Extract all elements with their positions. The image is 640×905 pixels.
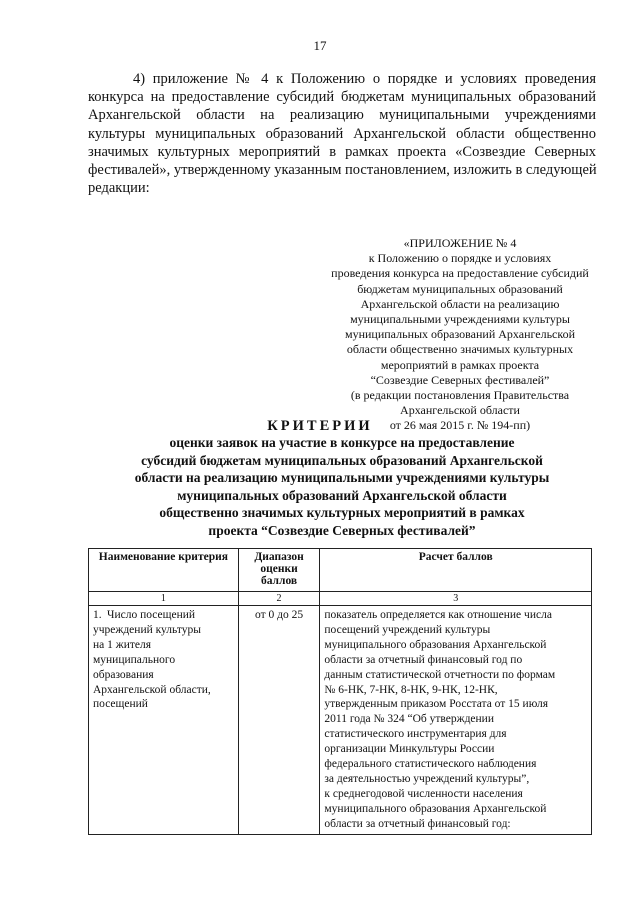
- appendix-line: от 26 мая 2015 г. № 194-пп): [389, 418, 531, 433]
- calculation-line: статистического инструментария для: [324, 728, 507, 741]
- criterion-text: Число посещений: [107, 609, 196, 621]
- criterion-line: образования: [93, 668, 154, 681]
- intro-paragraph: [88, 70, 596, 197]
- intro-line: культуры муниципальных образований Архангельской области общественно: [88, 125, 596, 142]
- column-numbers-row: [89, 592, 592, 606]
- calculation-line: области за отчетный финансовый год:: [324, 817, 511, 830]
- calculation-line: организации Минкультуры России: [324, 743, 495, 756]
- intro-line: значимых культурных мероприятий в рамках проекта «Созвездие Северных: [88, 143, 596, 160]
- calculation-line: муниципального образования Архангельской: [324, 638, 547, 651]
- header-score-calculation: Расчет баллов: [320, 549, 592, 592]
- calculation-line: посещений учреждений культуры: [324, 623, 491, 636]
- criteria-subtitle-line: проекта “Созвездие Северных фестивалей”: [208, 522, 476, 538]
- criteria-table: [88, 548, 592, 835]
- score-range-cell: от 0 до 25: [238, 606, 320, 835]
- appendix-line: проведения конкурса на предоставление субсидий: [331, 266, 589, 281]
- header-criterion-name: Наименование критерия: [89, 549, 239, 592]
- calculation-line: за деятельностью учреждений культуры”,: [324, 772, 530, 785]
- criteria-subtitle-line: муниципальных образований Архангельской области: [177, 487, 507, 503]
- column-number: 3: [320, 592, 592, 606]
- calculation-line: данным статистической отчетности по формам: [324, 668, 556, 681]
- table-header-row: [89, 549, 592, 592]
- intro-line: редакции:: [88, 180, 150, 197]
- calculation-line: области за отчетный финансовый год по: [324, 653, 523, 666]
- criteria-title: КРИТЕРИИ: [267, 418, 373, 434]
- calculation-cell: [320, 606, 592, 835]
- calculation-line: муниципального образования Архангельской: [324, 802, 547, 815]
- calculation-line: показатель определяется как отношение числа: [324, 609, 552, 621]
- criteria-subtitle-line: субсидий бюджетам муниципальных образований Архангельской: [141, 452, 543, 468]
- column-number: 1: [89, 592, 239, 606]
- page-number: 17: [313, 38, 327, 53]
- appendix-line: “Созвездие Северных фестивалей”: [370, 372, 550, 387]
- appendix-line: к Положению о порядке и условиях: [368, 251, 552, 266]
- intro-line: конкурса на предоставление субсидий бюджетам муниципальных образований: [88, 89, 596, 106]
- criterion-line: учреждений культуры: [93, 623, 201, 636]
- appendix-line: муниципальных образований Архангельской: [344, 327, 576, 342]
- calculation-line: № 6-НК, 7-НК, 8-НК, 9-НК, 12-НК,: [324, 683, 498, 696]
- criterion-line: на 1 жителя: [93, 638, 152, 651]
- criterion-line: Архангельской области,: [93, 683, 211, 696]
- column-number: 2: [238, 592, 320, 606]
- appendix-line: Архангельской области: [400, 403, 520, 418]
- criterion-number: 1.: [93, 609, 102, 621]
- appendix-line: Архангельской области на реализацию: [360, 296, 560, 311]
- criterion-line: муниципального: [93, 653, 176, 666]
- appendix-line: муниципальными учреждениями культуры: [350, 312, 570, 327]
- calculation-line: федерального статистического наблюдения: [324, 758, 537, 771]
- appendix-line: (в редакции постановления Правительства: [350, 388, 570, 403]
- calculation-line: утвержденным приказом Росстата от 15 июля: [324, 698, 549, 711]
- criteria-subtitle-line: области на реализацию муниципальными учреждениями культуры: [134, 470, 550, 486]
- intro-line: 4) приложение № 4 к Положению о порядке и условиях проведения: [133, 71, 596, 87]
- appendix-header: [292, 236, 628, 434]
- appendix-line: мероприятий в рамках проекта: [380, 357, 540, 372]
- intro-line: Архангельской области на реализацию муниципальными учреждениями: [88, 107, 596, 124]
- criterion-cell: [89, 606, 239, 835]
- criteria-subtitle: [88, 434, 596, 540]
- table-row: [89, 606, 592, 835]
- criterion-line: посещений: [93, 698, 148, 711]
- criteria-subtitle-line: общественно значимых культурных мероприятий в рамках: [159, 505, 525, 521]
- criterion-line: [93, 608, 234, 623]
- intro-line: фестивалей», утвержденному указанным постановлением, изложить в следующей: [88, 162, 597, 179]
- calculation-line: к среднегодовой численности населения: [324, 787, 523, 800]
- header-score-range-line: Диапазон: [254, 551, 304, 563]
- appendix-line: бюджетам муниципальных образований: [357, 281, 563, 296]
- criteria-subtitle-line: оценки заявок на участие в конкурсе на предоставление: [169, 435, 515, 450]
- calculation-line: 2011 года № 324 “Об утверждении: [324, 713, 494, 726]
- header-score-range-line: оценки баллов: [260, 563, 298, 587]
- appendix-line: «ПРИЛОЖЕНИЕ № 4: [403, 236, 517, 250]
- header-score-range: [238, 549, 320, 592]
- appendix-line: области общественно значимых культурных: [346, 342, 574, 357]
